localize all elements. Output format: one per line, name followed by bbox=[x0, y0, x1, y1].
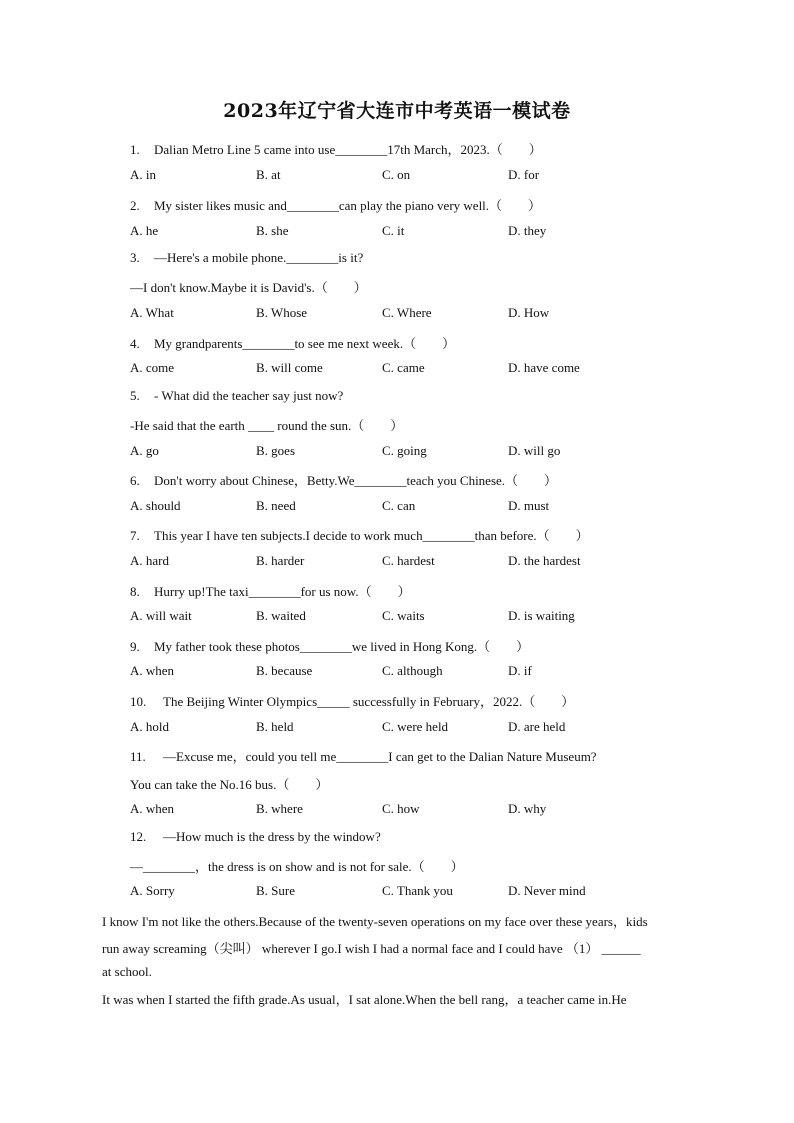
option-d: D. have come bbox=[508, 360, 580, 375]
question-5 bbox=[130, 388, 343, 404]
question-12-line-2: —________，the dress is on show and is not for sale.（ ） bbox=[130, 859, 464, 874]
option-a: A. What bbox=[130, 305, 174, 320]
option-c: C. waits bbox=[382, 608, 425, 623]
question-11 bbox=[130, 746, 597, 765]
question-number: 10. bbox=[130, 694, 147, 709]
option-a: A. will wait bbox=[130, 608, 192, 623]
option-a: A. hold bbox=[130, 719, 169, 734]
option-c: C. came bbox=[382, 360, 425, 375]
question-number: 5. bbox=[130, 388, 140, 403]
option-c: C. on bbox=[382, 167, 411, 182]
option-b: B. goes bbox=[256, 443, 295, 458]
option-a: A. when bbox=[130, 663, 175, 678]
question-9 bbox=[130, 636, 529, 655]
question-11-line-2: You can take the No.16 bus.（ ） bbox=[130, 777, 329, 792]
option-b: B. Whose bbox=[256, 305, 308, 320]
question-text: My sister likes music and________can play the piano very well.（ ） bbox=[154, 198, 542, 213]
passage-line-1: I know I'm not like the others.Because of the twenty-seven operations on my face over these years，kids bbox=[102, 914, 648, 929]
option-d: D. if bbox=[508, 663, 532, 678]
option-c: C. although bbox=[382, 663, 443, 678]
question-number: 7. bbox=[130, 528, 140, 543]
question-text: My father took these photos________we lived in Hong Kong.（ ） bbox=[154, 639, 530, 654]
question-text: My grandparents________to see me next week.（ ） bbox=[154, 336, 456, 351]
option-b: B. Sure bbox=[256, 883, 295, 898]
question-6 bbox=[130, 470, 557, 489]
question-number: 4. bbox=[130, 336, 140, 351]
option-d: D. is waiting bbox=[508, 608, 575, 623]
question-text: - What did the teacher say just now? bbox=[154, 388, 344, 403]
option-c: C. can bbox=[382, 498, 416, 513]
question-text: —How much is the dress by the window? bbox=[163, 829, 381, 844]
question-text: This year I have ten subjects.I decide to work much________than before.（ ） bbox=[154, 528, 589, 543]
option-a: A. in bbox=[130, 167, 156, 182]
option-c: C. it bbox=[382, 223, 405, 238]
option-d: D. are held bbox=[508, 719, 566, 734]
question-8 bbox=[130, 581, 411, 600]
question-text: Dalian Metro Line 5 came into use________17th March，2023.（ ） bbox=[154, 142, 542, 157]
question-number: 1. bbox=[130, 142, 140, 157]
question-number: 6. bbox=[130, 473, 140, 488]
question-text: —Here's a mobile phone.________is it? bbox=[154, 250, 364, 265]
passage-line-2: run away screaming（尖叫） wherever I go.I wish I had a normal face and I could have （1） ______ bbox=[102, 941, 641, 956]
option-b: B. harder bbox=[256, 553, 305, 568]
exam-title: 2023年辽宁省大连市中考英语一模试卷 bbox=[223, 100, 571, 122]
question-text: Don't worry about Chinese，Betty.We________teach you Chinese.（ ） bbox=[154, 473, 558, 488]
question-3-line-2: —I don't know.Maybe it is David's.（ ） bbox=[130, 280, 367, 295]
option-d: D. must bbox=[508, 498, 550, 513]
option-d: D. for bbox=[508, 167, 540, 182]
option-c: C. going bbox=[382, 443, 427, 458]
question-number: 3. bbox=[130, 250, 140, 265]
question-text: The Beijing Winter Olympics_____ successfully in February，2022.（ ） bbox=[163, 694, 575, 709]
option-c: C. how bbox=[382, 801, 420, 816]
option-a: A. come bbox=[130, 360, 175, 375]
option-d: D. Never mind bbox=[508, 883, 586, 898]
option-d: D. How bbox=[508, 305, 550, 320]
option-a: A. he bbox=[130, 223, 159, 238]
question-text: —Excuse me，could you tell me________I can get to the Dalian Nature Museum? bbox=[163, 749, 597, 764]
question-5-line-2: -He said that the earth ____ round the sun.（ ） bbox=[130, 418, 404, 433]
question-text: Hurry up!The taxi________for us now.（ ） bbox=[154, 584, 411, 599]
question-7 bbox=[130, 525, 589, 544]
option-b: B. where bbox=[256, 801, 303, 816]
option-b: B. at bbox=[256, 167, 281, 182]
question-1 bbox=[130, 139, 542, 158]
option-a: A. Sorry bbox=[130, 883, 175, 898]
passage-line-3: at school. bbox=[102, 964, 152, 979]
option-a: A. should bbox=[130, 498, 181, 513]
option-d: D. they bbox=[508, 223, 547, 238]
question-number: 9. bbox=[130, 639, 140, 654]
option-b: B. because bbox=[256, 663, 313, 678]
option-d: D. will go bbox=[508, 443, 561, 458]
question-4 bbox=[130, 333, 455, 352]
question-number: 2. bbox=[130, 198, 140, 213]
question-2 bbox=[130, 195, 541, 214]
option-a: A. go bbox=[130, 443, 159, 458]
option-b: B. waited bbox=[256, 608, 306, 623]
option-c: C. Thank you bbox=[382, 883, 453, 898]
option-a: A. when bbox=[130, 801, 175, 816]
option-b: B. need bbox=[256, 498, 296, 513]
option-d: D. the hardest bbox=[508, 553, 581, 568]
question-3 bbox=[130, 250, 363, 266]
option-a: A. hard bbox=[130, 553, 169, 568]
question-10 bbox=[130, 691, 574, 710]
question-12 bbox=[130, 829, 381, 845]
option-c: C. were held bbox=[382, 719, 449, 734]
option-b: B. will come bbox=[256, 360, 323, 375]
option-c: C. Where bbox=[382, 305, 432, 320]
passage-line-4: It was when I started the fifth grade.As usual，I sat alone.When the bell rang，a teacher came in.He bbox=[102, 992, 627, 1007]
question-number: 8. bbox=[130, 584, 140, 599]
option-b: B. held bbox=[256, 719, 294, 734]
question-number: 12. bbox=[130, 829, 147, 844]
option-d: D. why bbox=[508, 801, 547, 816]
question-number: 11. bbox=[130, 749, 146, 764]
option-c: C. hardest bbox=[382, 553, 435, 568]
option-b: B. she bbox=[256, 223, 289, 238]
